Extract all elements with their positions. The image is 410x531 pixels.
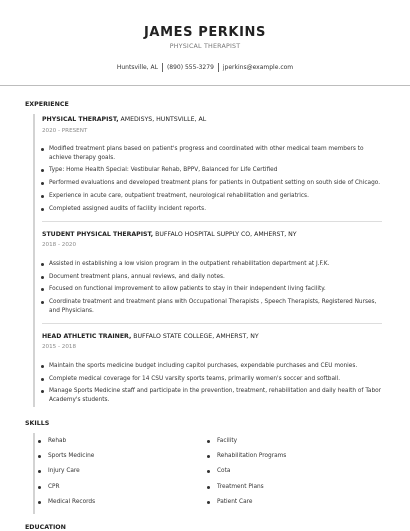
- job-divider: [42, 323, 382, 324]
- skills-timeline-line: [33, 433, 35, 514]
- section-heading-experience: EXPERIENCE: [25, 101, 69, 108]
- skill-item: Injury Care: [48, 468, 80, 474]
- candidate-title: PHYSICAL THERAPIST: [169, 43, 241, 50]
- job-company: BUFFALO STATE COLLEGE, AMHERST, NY: [131, 333, 259, 340]
- job-title: HEAD ATHLETIC TRAINER,: [42, 333, 132, 340]
- job-bullet: Type: Home Health Special: Vestibular Rehab, BPPV, Balanced for Life Certified: [49, 166, 387, 175]
- job-bullet: Focused on functional improvement to allow patients to stay in their independent living facility.: [49, 285, 387, 294]
- contact-phone: (890) 555-3279: [166, 64, 214, 71]
- job-company: AMEDISYS, HUNTSVILLE, AL: [118, 116, 207, 123]
- job-bullet: Manage Sports Medicine staff and participate in the prevention, treatment, rehabilitation and daily health of Tabor Academy's students.: [49, 387, 387, 404]
- section-heading-education: EDUCATION: [25, 524, 66, 531]
- job-header: [42, 333, 259, 340]
- job-bullet: Maintain the sports medicine budget including capitol purchases, expendable purchases and CEU monies.: [49, 362, 387, 371]
- job-bullet: Assisted in establishing a low vision program in the outpatient rehabilitation department at J.F.K.: [49, 260, 387, 269]
- contact-city: Huntsville, AL: [116, 64, 158, 71]
- job-bullet: Completed assigned audits of facility incident reports.: [49, 205, 387, 214]
- job-company: BUFFALO HOSPITAL SUPPLY CO, AMHERST, NY: [153, 231, 297, 238]
- job-title: PHYSICAL THERAPIST,: [42, 116, 119, 123]
- skill-item: Treatment Plans: [217, 484, 264, 490]
- job-divider: [42, 221, 382, 222]
- contact-email[interactable]: jperkins@example.com: [222, 64, 294, 71]
- contact-divider: [218, 63, 219, 72]
- job-bullet: Modified treatment plans based on patient's progress and coordinated with other medical team members to achieve therapy goals.: [49, 145, 387, 162]
- job-dates: 2018 - 2020: [42, 242, 77, 248]
- job-bullet: Document treatment plans, annual reviews, and daily notes.: [49, 273, 387, 282]
- header-divider: [0, 85, 410, 86]
- job-bullet: Coordinate treatment and treatment plans with Occupational Therapists , Speech Therapists, Registered Nurses, and Physicians.: [49, 298, 387, 315]
- candidate-name: JAMES PERKINS: [144, 25, 266, 40]
- job-bullet: Performed evaluations and developed treatment plans for patients in Outpatient setting on south side of Chicago.: [49, 179, 387, 188]
- section-heading-skills: SKILLS: [25, 420, 50, 427]
- skill-item: Medical Records: [48, 499, 96, 505]
- skill-item: Rehabilitation Programs: [217, 453, 287, 459]
- job-title: STUDENT PHYSICAL THERAPIST,: [42, 231, 154, 238]
- skill-item: Cota: [217, 468, 231, 474]
- skill-item: CPR: [48, 484, 60, 490]
- skill-item: Sports Medicine: [48, 453, 95, 459]
- job-bullet: Experience in acute care, outpatient treatment, neurological rehabilitation and geriatrics.: [49, 192, 387, 201]
- contact-divider: [162, 63, 163, 72]
- contact-line: [0, 63, 410, 72]
- experience-timeline-line: [33, 114, 35, 407]
- skill-item: Facility: [217, 438, 238, 444]
- job-header: [42, 116, 206, 123]
- skill-item: Rehab: [48, 438, 67, 444]
- job-bullet: Complete medical coverage for 14 CSU varsity sports teams, primarily women's soccer and softball.: [49, 375, 387, 384]
- job-header: [42, 231, 297, 238]
- skill-item: Patient Care: [217, 499, 253, 505]
- job-dates: 2015 - 2018: [42, 344, 77, 350]
- job-dates: 2020 - PRESENT: [42, 128, 88, 134]
